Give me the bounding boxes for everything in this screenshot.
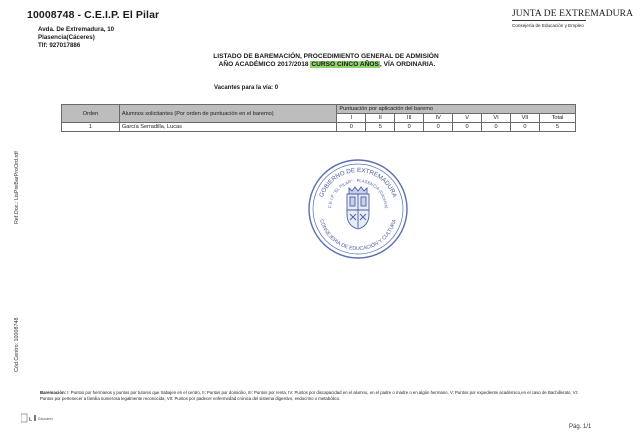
seal-outer-text: GOBIERNO DE EXTREMADURA xyxy=(318,166,398,199)
footnote-label: Baremación: xyxy=(40,390,67,395)
subheader-cell: Total xyxy=(539,114,575,123)
side-cod-centro: Cód.Centro: 10008748 xyxy=(14,317,20,372)
school-address: Avda. De Extremadura, 10 xyxy=(38,26,115,33)
via-text: , VÍA ORDINARIA. xyxy=(379,61,436,68)
table-header-row xyxy=(62,105,576,114)
subheader-cell: III xyxy=(395,114,424,123)
vacantes-label: Vacantes para la vía: 0 xyxy=(214,85,279,91)
cell-score: 0 xyxy=(424,123,453,132)
seal-bottom-text: CONSEJERÍA DE EDUCACIÓN Y CULTURA xyxy=(318,218,398,253)
rayuela-logo-icon xyxy=(21,414,27,422)
cell-score: 0 xyxy=(453,123,482,132)
subheader-cell: II xyxy=(366,114,395,123)
cell-score: 5 xyxy=(366,123,395,132)
educarex-logo-text: Educarex xyxy=(38,417,54,421)
junta-department: Consejería de Educación y Empleo xyxy=(512,23,584,28)
cell-score: 0 xyxy=(337,123,366,132)
educarex-logo-icon xyxy=(34,415,36,421)
header-puntuacion: Puntuación por aplicación del baremo xyxy=(337,105,576,114)
document-subtitle xyxy=(0,61,640,69)
footnote-text: I: Puntos por hermanos y puntos por tutores que trabajen en el centro, II: Puntos por domicilio, III: Puntos por renta, IV: Puntos por discapacidad en el alumno, en el padre o madre o en algún hermano, V: Puntos por expediente académico,en el caso de Bachillerato, VI: Puntos por pertenecer a familia numerosa legalmente reconocida, VII: Puntos por padecer enfermedad crónica del sistema digestivo, endocrino o metabólico. xyxy=(40,390,579,402)
footer-logo-mark: L xyxy=(29,417,33,423)
coat-of-arms-icon xyxy=(347,187,369,229)
course-highlight: CURSO CINCO AÑOS xyxy=(311,61,379,68)
cell-orden: 1 xyxy=(62,123,120,132)
baremacion-table xyxy=(61,104,576,132)
seal-inner-text: C.E.I.P. "EL PILAR" · PLASENCIA (Cáceres) xyxy=(326,178,389,209)
subheader-cell: VII xyxy=(511,114,540,123)
cell-score: 0 xyxy=(511,123,540,132)
cell-total: 5 xyxy=(539,123,575,132)
school-city: Plasencia(Cáceres) xyxy=(38,34,95,41)
school-name: 10008748 - C.E.I.P. El Pilar xyxy=(27,9,160,21)
cell-nombre: García Serradilla, Lucas xyxy=(119,123,337,132)
junta-logo-name: JUNTA DE EXTREMADURA xyxy=(512,9,634,19)
subheader-cell: V xyxy=(453,114,482,123)
header-alumnos: Alumnos solicitantes (Por orden de puntuación en el baremo) xyxy=(119,105,337,123)
baremacion-footnote xyxy=(40,390,580,403)
subheader-cell: VI xyxy=(482,114,511,123)
junta-logo-line xyxy=(512,20,586,21)
table-row xyxy=(62,123,576,132)
footer-logos xyxy=(21,412,71,424)
school-phone: Tlf: 927017886 xyxy=(38,42,81,49)
side-ref-doc: Ref.Doc.: LisPreBarProOrd.rdf xyxy=(14,151,20,224)
header-orden: Orden xyxy=(62,105,120,123)
official-seal-stamp xyxy=(307,158,409,260)
document-title: LISTADO DE BAREMACIÓN, PROCEDIMIENTO GENERAL DE ADMISIÓN xyxy=(213,53,439,60)
cell-score: 0 xyxy=(395,123,424,132)
academic-year: AÑO ACADÉMICO 2017/2018 xyxy=(218,61,309,68)
subheader-cell: I xyxy=(337,114,366,123)
page-number: Pág. 1/1 xyxy=(569,424,592,430)
subheader-cell: IV xyxy=(424,114,453,123)
cell-score: 0 xyxy=(482,123,511,132)
